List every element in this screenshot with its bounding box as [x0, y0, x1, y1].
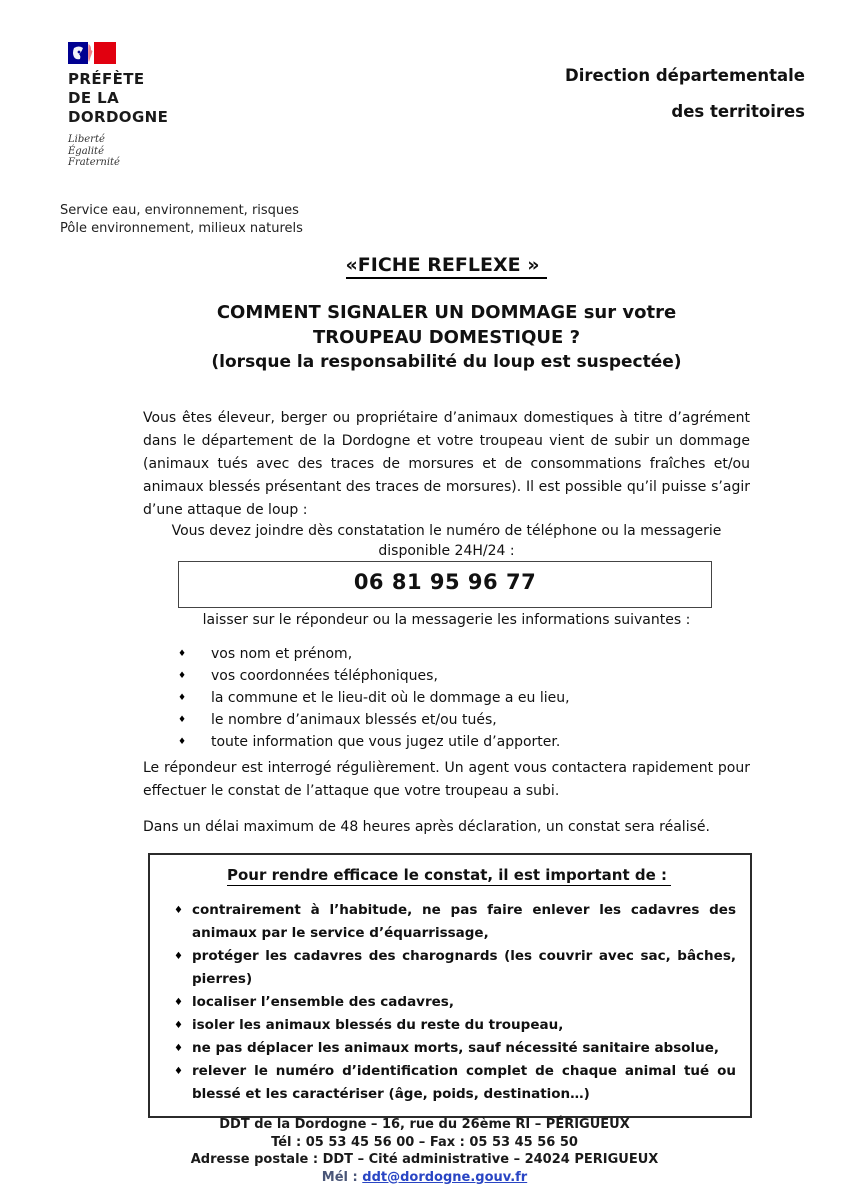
- list-item: [178, 665, 738, 687]
- diamond-bullet-icon: ♦: [178, 693, 187, 703]
- diamond-bullet-icon: ♦: [178, 671, 187, 681]
- delay-paragraph: Dans un délai maximum de 48 heures après déclaration, un constat sera réalisé.: [143, 819, 710, 835]
- box-title-text: Pour rendre efficace le constat, il est important de :: [227, 866, 671, 886]
- subtitle-line2: TROUPEAU DOMESTIQUE ?: [312, 327, 581, 348]
- email-link[interactable]: ddt@dordogne.gouv.fr: [362, 1169, 528, 1185]
- list-item-text: vos nom et prénom,: [211, 646, 353, 662]
- footer-email-line: [0, 1169, 849, 1187]
- important-instructions-list: [162, 899, 736, 1106]
- page-subtitle: [143, 300, 750, 374]
- motto-fraternite: Fraternité: [68, 157, 120, 168]
- list-item: [178, 731, 738, 753]
- footer-phone-line: Tél : 05 53 45 56 00 – Fax : 05 53 45 56 50: [271, 1134, 578, 1150]
- subtitle-line1: COMMENT SIGNALER UN DOMMAGE sur votre: [216, 302, 677, 323]
- list-item-text: isoler les animaux blessés du reste du troupeau,: [192, 1017, 564, 1033]
- prefecture-logo: [68, 42, 168, 169]
- list-item-text: relever le numéro d’identification complet de chaque animal tué ou blessé et les caractériser (âge, poids, destination…): [192, 1063, 736, 1102]
- list-item-text: ne pas déplacer les animaux morts, sauf nécessité sanitaire absolue,: [192, 1040, 720, 1056]
- list-item-text: toute information que vous jugez utile d’apporter.: [211, 734, 561, 750]
- prefecture-name-line1: PRÉFÈTE: [68, 70, 145, 88]
- list-item: [178, 643, 738, 665]
- list-item: [162, 899, 736, 945]
- page-title-text: «FICHE REFLEXE »: [346, 254, 548, 279]
- diamond-bullet-icon: ♦: [174, 1043, 183, 1054]
- list-item-text: contrairement à l’habitude, ne pas faire enlever les cadavres des animaux par le service d’équarrissage,: [192, 902, 736, 941]
- list-item: [162, 1014, 736, 1037]
- list-item: [162, 945, 736, 991]
- service-line1: Service eau, environnement, risques: [60, 203, 299, 218]
- direction-line2: des territoires: [671, 102, 805, 121]
- diamond-bullet-icon: ♦: [174, 1066, 183, 1077]
- followup-paragraph: Le répondeur est interrogé régulièrement. Un agent vous contactera rapidement pour effectuer le constat de l’attaque que votre troupeau a subi.: [143, 760, 750, 799]
- list-item: [178, 709, 738, 731]
- diamond-bullet-icon: ♦: [174, 905, 183, 916]
- box-title: [162, 866, 736, 886]
- page-title: [143, 254, 750, 279]
- diamond-bullet-icon: ♦: [178, 715, 187, 725]
- footer-postal-line: Adresse postale : DDT – Cité administrative – 24024 PERIGUEUX: [190, 1152, 659, 1167]
- diamond-bullet-icon: ♦: [174, 997, 183, 1008]
- motto-egalite: Égalité: [68, 145, 104, 157]
- footer-address-line: DDT de la Dordogne – 16, rue du 26ème RI – PÉRIGUEUX: [219, 1117, 630, 1132]
- subtitle-line3: (lorsque la responsabilité du loup est suspectée): [211, 352, 682, 372]
- prefecture-name-line2: DE LA: [68, 89, 120, 107]
- information-list: [178, 643, 738, 753]
- motto-liberte: Liberté: [68, 134, 105, 145]
- prefecture-name: [68, 70, 168, 127]
- list-item-text: la commune et le lieu-dit où le dommage a eu lieu,: [211, 690, 570, 706]
- voicemail-instruction: laisser sur le répondeur ou la messagerie les informations suivantes :: [202, 612, 691, 628]
- important-instructions-box: [148, 853, 752, 1118]
- call-instruction-line1: Vous devez joindre dès constatation le numéro de téléphone ou la messagerie: [171, 523, 722, 539]
- call-instruction-line2: disponible 24H/24 :: [378, 543, 515, 559]
- service-header: [60, 202, 303, 238]
- list-item-text: vos coordonnées téléphoniques,: [211, 668, 438, 684]
- list-item-text: localiser l’ensemble des cadavres,: [192, 994, 454, 1010]
- diamond-bullet-icon: ♦: [174, 1020, 183, 1031]
- diamond-bullet-icon: ♦: [178, 737, 187, 747]
- email-label: Mél :: [321, 1169, 358, 1185]
- list-item: [162, 1037, 736, 1060]
- french-flag-icon: [68, 42, 116, 64]
- republic-motto: [68, 134, 168, 169]
- service-line2: Pôle environnement, milieux naturels: [60, 221, 303, 236]
- emergency-phone-box: [178, 561, 712, 608]
- diamond-bullet-icon: ♦: [174, 951, 183, 962]
- phone-number: 06 81 95 96 77: [353, 570, 537, 594]
- footer: [0, 1116, 849, 1186]
- list-item: [178, 687, 738, 709]
- intro-paragraph: Vous êtes éleveur, berger ou propriétaire d’animaux domestiques à titre d’agrément dans le département de la Dordogne et votre troupeau vient de subir un dommage (animaux tués avec des traces de morsures et de consommations fraîches et/ou animaux blessés présentant des traces de morsures). Il est possible qu’il puisse s’agir d’une attaque de loup :: [143, 410, 750, 518]
- call-instruction: [143, 521, 750, 561]
- direction-header: [565, 58, 805, 130]
- list-item: [162, 1060, 736, 1106]
- prefecture-name-line3: DORDOGNE: [68, 108, 169, 126]
- direction-line1: Direction départementale: [565, 66, 805, 85]
- list-item-text: protéger les cadavres des charognards (les couvrir avec sac, bâches, pierres): [192, 948, 736, 987]
- diamond-bullet-icon: ♦: [178, 649, 187, 659]
- list-item-text: le nombre d’animaux blessés et/ou tués,: [211, 712, 497, 728]
- list-item: [162, 991, 736, 1014]
